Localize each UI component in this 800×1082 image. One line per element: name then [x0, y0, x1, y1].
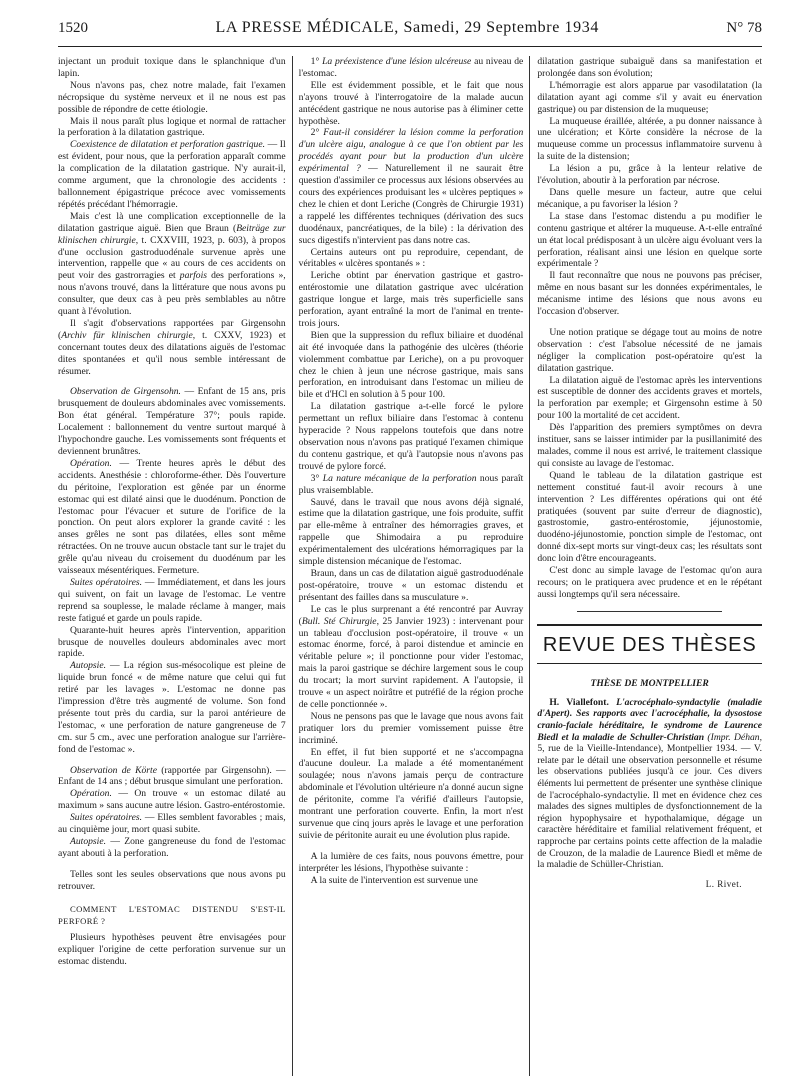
journal-name: LA PRESSE MÉDICALE,	[215, 19, 399, 36]
paragraph: Telles sont les seules observations que nous avons pu retrouver.	[58, 868, 286, 892]
column-1	[58, 56, 292, 1076]
paragraph: Quand le tableau de la dilatation gastrique est nettement constitué faut-il avoir recours à une intervention ? Les différentes opérations qui ont été pratiquées (souvent par suite d'erreur de diagnostic), gastrostomie, gastro-entérostomie, jéjunostomie, duodéno-jéjunostomie, ponction simple de l'estomac, ont donné dix-sept morts sur vingt-deux cas; les résultats sont donc loin d'être encourageants.	[537, 469, 762, 565]
spacer	[58, 756, 286, 765]
paragraph-text: Mais c'est là une complication exceptionnelle de la dilatation gastrique aiguë. Bien que Braun (	[58, 210, 286, 234]
paragraph: injectant un produit toxique dans le splanchnique d'un lapin.	[58, 56, 286, 79]
these-title: L'acrocéphalo-syndactylie (maladie d'Apert). Ses rapports avec l'acrocéphalie, la dysostose cranio-faciale héréditaire, le syndrome de Laurence Biedl et la maladie de Schuller-Christian	[537, 696, 762, 743]
paragraph-text: Il s'agit d'observations rapportées par Girgensohn (	[58, 317, 286, 341]
article-columns	[58, 56, 762, 1076]
paragraph-text: des perforations », nous n'avons trouvé, dans la littérature que nous avons pu consulter, que deux cas à peu près semblables au nôtre quant à l'évolution.	[58, 270, 286, 318]
paragraph-text: — Trente heures après le début des accidents. Anesthésie : chloroforme-éther. Dès l'ouverture du péritoine, l'exploration est gênée par un énorme estomac qui est dilaté ainsi que le duodénum. Ponction de l'estomac pour l'évacuer et suture de l'orifice de la ponction. On peut alors explorer la grande cavité : les anses grêles ne sont pas dilatées, elles sont même rétractées. On ne trouve aucun obstacle tant sur le trajet du grêle qu'au niveau du croisement du duodénum par les vaisseaux mésentériques. Fermeture.	[58, 457, 286, 577]
paragraph-text: , 25 Janvier 1923) : intervenant pour un tableau d'occlusion post-opératoire, il trouve « un estomac énorme, forcé, à paroi distendue et amincie en véritable pelure »; il ponctionne pour vider l'estomac, mais la paroi gastrique se déchire largement sous le coup du trocart; la mort survint rapidement. A l'autopsie, il trouve « un aspect noirâtre et putréfié de la région proche de celle ponctionnée ».	[298, 615, 524, 710]
these-review	[537, 697, 762, 871]
citation: Archiv für klinischen chirurgie	[61, 329, 193, 341]
paragraph: Mais il nous paraît plus logique et normal de rattacher la perforation à la dilatation gastrique.	[58, 115, 286, 139]
observation	[58, 458, 286, 577]
paragraph-text: — Enfant de 15 ans, pris brusquement de douleurs abdominales avec vomissements. Bon état général. Température 37°; pouls rapide. Localement : ballonnement du ventre surtout marqué à l'hypochondre gauche. Les vomissements sont fréquents et deviennent brunâtres.	[58, 386, 286, 457]
paragraph: C'est donc au simple lavage de l'estomac qu'on aura recours; on le pratiquera avec prudence et en le répétant aussi longtemps qu'il sera nécessaire.	[537, 565, 762, 600]
paragraph: Nous ne pensons pas que le lavage que nous avons fait pratiquer lors du premier vomissement puisse être incriminé.	[298, 710, 524, 746]
paragraph-text: — La région sus-mésocolique est pleine de liquide brun foncé « de même nature que celui qui fut retiré par les lavages ». L'estomac ne donne pas l'impression d'être très augmenté de volume. Son fond présente tout près du cardia, sur la paroi antérieure de l'estomac, « une perforation de nature gangreneuse de 7 cm. sur 5 cm., avec une perforation analogue sur l'arrière-fond de l'estomac ».	[58, 660, 286, 755]
paragraph: Dans quelle mesure un facteur, autre que celui mécanique, a pu favoriser la lésion ?	[537, 186, 762, 210]
paragraph: Dès l'apparition des premiers symptômes on devra instituer, sans se laisser intimider par la pusillanimité des malades, comme il nous est arrivé, le traitement classique qui consiste au lavage de l'estomac.	[537, 422, 762, 469]
issue-date: Samedi, 29 Septembre 1934	[403, 19, 599, 36]
column-2	[292, 56, 530, 1076]
paragraph: La lésion a pu, grâce à la lenteur relative de l'évolution, aboutir à la perforation par nécrose.	[537, 163, 762, 187]
paragraph: A la lumière de ces faits, nous pouvons émettre, pour interpréter les lésions, l'hypothèse suivante :	[298, 850, 524, 874]
paragraph: dilatation gastrique subaiguë dans sa manifestation et prolongée dans son évolution;	[537, 56, 762, 79]
paragraph: Sauvé, dans le travail que nous avons déjà signalé, estime que la dilatation gastrique, une fois produite, suffit par elle-même à entraîner des hémorragies graves, et rappelle que Shimodaira a pu reproduire expérimentalement des ulcérations hémorragiques par la simple distension mécanique de l'estomac.	[298, 496, 524, 568]
hypothesis	[299, 127, 524, 246]
spacer	[299, 842, 524, 851]
paragraph-text: nous paraît plus vraisemblable.	[298, 472, 524, 496]
paragraph: L'hémorragie est alors apparue par vasodilatation (la dilatation ayant agi comme s'il y avait eu énervation gastrique) ou par distension de la muqueuse;	[537, 79, 762, 115]
these-author: H. Viallefont.	[549, 696, 609, 708]
paragraph: Elle est évidemment possible, et le fait que nous n'ayons trouvé à l'interrogatoire de la malade aucun antécédent gastrique ne nous autorise pas à éliminer cette hypothèse.	[298, 79, 524, 127]
section-rule-bottom	[537, 663, 762, 664]
paragraph-text: — Naturellement il ne saurait être question d'assimiler ce processus aux lésions observées au cours des expériences produisant les « ulcères peptiques » chez le chien et dont Leriche (Congrès de Chirurgie 1931) a rappelé les différentes techniques (dérivation des sucs duodénaux, pancréatiques, de la bile) : la dérivation des sucs digestifs n'intervient pas dans notre cas.	[298, 163, 524, 246]
paragraph: La dilatation gastrique a-t-elle forcé le pylore permettant un reflux biliaire dans l'estomac à contenu hyperacide ? Nous rappelons toutefois que dans notre observation nous n'avons pas pratiqué l'examen chimique du contenu gastrique, et qu'à l'autopsie nous n'avons pas trouvé de pylore forcé.	[298, 401, 524, 472]
paragraph	[58, 211, 286, 318]
section-rule-top	[537, 624, 762, 626]
hypothesis-title: La nature mécanique de la perforation	[322, 472, 477, 484]
observation	[58, 788, 286, 812]
hypothesis-number: 2°	[310, 127, 324, 139]
section-title: COMMENT L'ESTOMAC DISTENDU S'EST-IL PERFORÉ ?	[58, 903, 286, 926]
paragraph-text: , t. CXXVIII, 1923, p. 603), à propos d'une occlusion gastroduodénale survenue après une intervention, rappelle que « au cours de ces accidents on peut voir des gastrorragies et	[58, 234, 286, 282]
observation-title: Suites opératoires.	[70, 812, 143, 824]
observation-title: Observation de Girgensohn.	[70, 386, 181, 398]
hypothesis-title: La préexistence d'une lésion ulcéreuse	[322, 56, 472, 67]
paragraph-text: Le cas le plus surprenant a été rencontré par Auvray (	[298, 603, 524, 627]
observation	[58, 660, 286, 755]
spacer	[58, 893, 286, 902]
column-3	[529, 56, 762, 1076]
paragraph-text: au niveau de l'estomac.	[298, 56, 524, 79]
paragraph: La stase dans l'estomac distendu a pu modifier le contenu gastrique et altérer la muqueuse. A-t-elle entraîné un état local prédisposant à un ulcère aigu évoluant vers la perforation, réalisant ainsi une lésion en quelque sorte expérimentale ?	[537, 210, 762, 270]
paragraph-text: (rapportée par Girgensohn). — Enfant de 14 ans ; début brusque simulant une perforation.	[58, 764, 286, 788]
observation-title: Suites opératoires.	[70, 576, 143, 588]
paragraph-text: — On trouve « un estomac dilaté au maximum » sans aucune autre lésion. Gastro-entérostomie.	[58, 788, 286, 812]
paragraph: Braun, dans un cas de dilatation aiguë gastroduodénale post-opératoire, trouve « un estomac distendu et présentant des failles dans sa musculature ».	[298, 567, 524, 603]
section-heading-revue-des-theses: REVUE DES THÈSES	[542, 633, 757, 656]
hypothesis-title: Faut-il considérer la lésion comme la perforation d'un ulcère aigu, analogue à ce que l'on obtient par les procédés ayant pour but la production d'un ulcère expérimental ?	[298, 127, 524, 175]
paragraph-text: — Immédiatement, et dans les jours qui suivent, on fait un lavage de l'estomac. Le ventre reprend sa souplesse, le malade réclame à manger, mais reste fatigué et garde un pouls rapide.	[58, 576, 286, 624]
paragraph: En effet, il fut bien supporté et ne s'accompagna d'aucune douleur. La malade a été momentanément soulagée; nous n'avons jamais perçu de contracture abdominale et l'évolution ultérieure n'a donné aucun signe de péritonite, comme l'a vérifié d'ailleurs l'autopsie, montrant une perforation couverte. Enfin, la mort n'est survenue que cinq jours après le lavage et une perforation suivie de péritonite aurait eu une évolution plus rapide.	[298, 746, 524, 841]
page-number: 1520	[58, 19, 88, 36]
hypothesis	[299, 473, 524, 497]
spacer	[537, 318, 762, 327]
spacer	[58, 377, 286, 386]
emphasis: parfois	[179, 270, 207, 282]
paragraph-text: — Zone gangreneuse du fond de l'estomac ayant abouti à la perforation.	[58, 836, 286, 859]
paragraph: A la suite de l'intervention est survenue une	[310, 874, 478, 886]
observation-title: Opération.	[70, 788, 112, 800]
paragraph-text: , t. CXXV, 1923) et concernant toutes deux des dilatations aiguës de l'estomac dites spontanées et qu'il nous semble intéressant de résumer.	[58, 329, 286, 377]
paragraph	[58, 139, 286, 210]
reviewer-signature: L. Rivet.	[705, 878, 742, 889]
hypothesis	[299, 56, 524, 80]
spacer	[58, 860, 286, 869]
observation-title: Autopsie.	[70, 660, 106, 672]
observation	[58, 836, 286, 860]
observation	[58, 812, 286, 836]
citation: Bull. Sté Chirurgie	[301, 615, 377, 627]
paragraph: Nous n'avons pas, chez notre malade, fait l'examen nécropsique du système nerveux et il ne nous est pas possible de répondre de cette étiologie.	[58, 79, 286, 115]
paragraph: Bien que la suppression du reflux biliaire et duodénal ait été invoquée dans la pathogénie des ulcères (théorie violemment combattue par Leriche), on a pu provoquer chez le chien à jeun une nécrose gastrique, mais sans perforation, en introduisant dans l'estomac un milieu de bile et d'HCl en solution à 5 pour 100.	[298, 329, 524, 401]
paragraph: Certains auteurs ont pu reproduire, cependant, de véritables « ulcères spontanés » :	[298, 246, 524, 270]
subheading: Coexistence de dilatation et perforation gastrique.	[70, 139, 265, 151]
journal-title	[215, 19, 598, 37]
paragraph: Il faut reconnaître que nous ne pouvons pas préciser, même en nous basant sur les données expérimentales, le mécanisme intime des lésions que nous avons eu l'occasion d'observer.	[537, 270, 762, 318]
paragraph: Leriche obtint par énervation gastrique et gastro-entérostomie une dilatation gastrique avec ulcération gastrique longue et large, mais très superficielle sans perforation, ayant entraîné la mort de l'animal en trente-trois jours.	[298, 270, 524, 329]
observation-title: Opération.	[70, 457, 112, 469]
paragraph-text: — Elles semblent favorables ; mais, au cinquième jour, mort quasi subite.	[58, 812, 286, 836]
paragraph	[299, 604, 524, 711]
paragraph: Une notion pratique se dégage tout au moins de notre observation : c'est l'absolue nécessité de ne jamais négliger la complication post-opératoire qu'est la dilatation gastrique.	[537, 326, 762, 374]
issue-number: N° 78	[726, 19, 762, 36]
observation-title: Autopsie.	[70, 836, 106, 847]
hypothesis-number: 1°	[310, 56, 323, 67]
paragraph-text: 5, rue de la Vieille-Intendance), Montpellier 1934. — V. relate par le détail une observation personnelle et résume les observations publiées jusqu'à ce jour. Ces divers éléments lui permettent de présenter une synthèse clinique de l'acrocéphalo-syndactylie. Il met en évidence chez ces malades des signes multiples de dysfonctionnement de la région hypophysaire et hypothalamique, dégage un caractère héréditaire et familial relativement fréquent, et rapproche par certains points cette affection de la maladie de Crouzon, de la maladie de Laurence Biedl et même de la maladie de Schüller-Christian.	[537, 743, 762, 871]
paragraph-text: — Il est évident, pour nous, que la perforation apparaît comme la complication de la dilatation gastrique. N'y aurait-il, comme argument, que la chronologie des accidents : ballonnement épigastrique précoce avec vomissements répétés précédant l'hémorragie.	[58, 139, 286, 210]
paragraph: La dilatation aiguë de l'estomac après les interventions est susceptible de donner des accidents graves et mortels, la perforation par exemple; et Girgensohn estime à 50 pour 100 la mortalité de cet accident.	[537, 374, 762, 422]
page-header	[58, 10, 762, 47]
paragraph: Plusieurs hypothèses peuvent être envisagées pour expliquer l'origine de cette perforation survenue sur un estomac distendu.	[58, 932, 286, 968]
these-publisher: (Impr. Déhan,	[704, 731, 762, 743]
observation	[58, 386, 286, 457]
paragraph	[58, 318, 286, 378]
these-heading: THÈSE DE MONTPELLIER	[590, 677, 709, 689]
citation: Beiträge zur klinischen chirurgie	[58, 222, 286, 246]
observation	[58, 577, 286, 625]
observation	[58, 765, 286, 789]
hypothesis-number: 3°	[310, 472, 323, 484]
end-of-article-rule	[577, 611, 722, 612]
observation: Quarante-huit heures après l'intervention, apparition brusque de nouvelles douleurs abdominales avec mort rapide.	[58, 624, 286, 660]
observation-title: Observation de Körte	[70, 764, 157, 776]
paragraph: La muqueuse éraillée, altérée, a pu donner naissance à une ulcération; et Körte considère la nécrose de la muqueuse comme un processus inflammatoire survenu à la suite de la distension;	[537, 115, 762, 163]
